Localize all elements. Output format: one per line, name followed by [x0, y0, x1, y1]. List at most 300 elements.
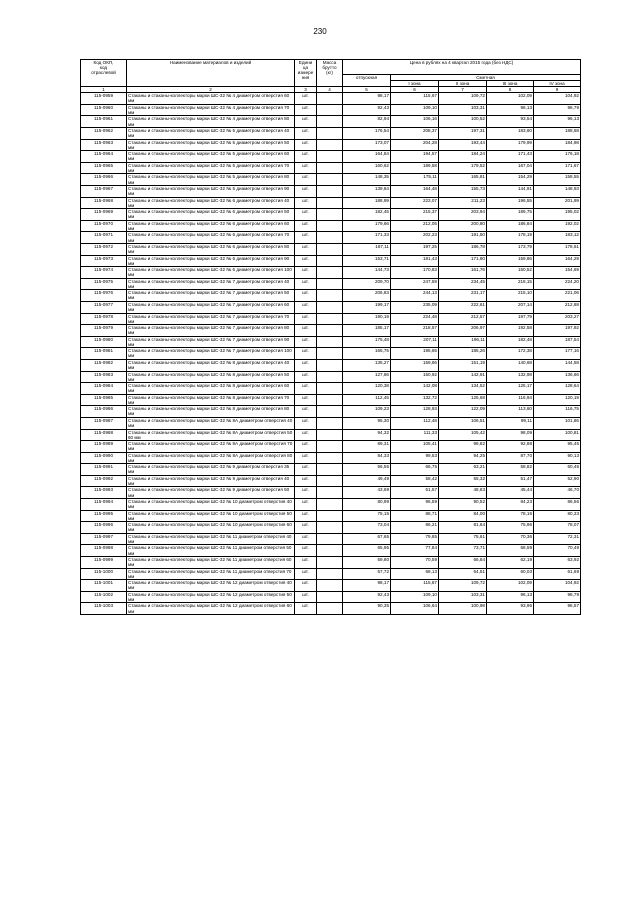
cell-name: Стаканы и стаканы-коллекторы марки ШС-32 № 7 диаметром отверстия 70 мм: [127, 313, 295, 325]
header-unit-line: ца: [302, 65, 309, 71]
cell-price-zone-4: 177,16: [534, 348, 581, 360]
cell-price-release: 94,32: [343, 429, 391, 441]
table-row: [81, 232, 581, 244]
table-row: [81, 557, 581, 569]
header-unit-line: Едини: [298, 60, 313, 65]
cell-price-release: 144,73: [343, 267, 391, 279]
cell-price-zone-2: 185,26: [439, 348, 487, 360]
cell-price-zone-1: 128,93: [391, 406, 439, 418]
cell-mass: [317, 220, 343, 232]
cell-code: 115-0973: [81, 255, 127, 267]
cell-mass: [317, 244, 343, 256]
cell-name: Стаканы и стаканы-коллекторы марки ШС-32 № 4 диаметром отверстия 70 мм: [127, 104, 295, 116]
cell-name: Стаканы и стаканы-коллекторы марки ШС-32 № 11 диаметром отверстия 40 мм: [127, 533, 295, 545]
cell-code: 115-0981: [81, 348, 127, 360]
cell-price-release: 95,30: [343, 417, 391, 429]
cell-unit: шт.: [295, 580, 317, 592]
cell-price-release: 89,31: [343, 441, 391, 453]
cell-name: Стаканы и стаканы-коллекторы марки ШС-32 № 7 диаметром отверстия 60 мм: [127, 301, 295, 313]
cell-code: 115-0964: [81, 151, 127, 163]
column-number: 5: [343, 87, 391, 93]
table-row: [81, 568, 581, 580]
cell-mass: [317, 197, 343, 209]
cell-name: Стаканы и стаканы-коллекторы марки ШС-32 № 9 диаметром отверстия 40 мм: [127, 475, 295, 487]
cell-price-release: 153,71: [343, 255, 391, 267]
table-row: [81, 128, 581, 140]
cell-price-zone-2: 90,52: [439, 499, 487, 511]
cell-name: Стаканы и стаканы-коллекторы марки ШС-32 № 8А диаметром отверстия 70 мм: [127, 441, 295, 453]
cell-price-release: 90,35: [343, 603, 391, 615]
cell-unit: шт.: [295, 487, 317, 499]
cell-mass: [317, 580, 343, 592]
cell-code: 115-0971: [81, 232, 127, 244]
cell-unit: шт.: [295, 359, 317, 371]
cell-price-zone-1: 170,83: [391, 267, 439, 279]
cell-price-zone-3: 173,79: [487, 244, 534, 256]
cell-price-zone-3: 60,03: [487, 568, 534, 580]
cell-mass: [317, 162, 343, 174]
cell-mass: [317, 209, 343, 221]
cell-price-zone-2: 212,57: [439, 313, 487, 325]
cell-price-release: 164,84: [343, 151, 391, 163]
cell-mass: [317, 510, 343, 522]
cell-price-zone-2: 99,82: [439, 441, 487, 453]
cell-price-zone-4: 195,02: [534, 209, 581, 221]
cell-price-zone-2: 109,72: [439, 580, 487, 592]
cell-price-zone-3: 218,15: [487, 278, 534, 290]
cell-price-zone-3: 154,29: [487, 174, 534, 186]
cell-code: 115-0978: [81, 313, 127, 325]
cell-price-zone-2: 48,83: [439, 487, 487, 499]
cell-price-zone-4: 104,92: [534, 580, 581, 592]
table-row: [81, 301, 581, 313]
cell-price-zone-2: 191,50: [439, 232, 487, 244]
cell-price-release: 57,72: [343, 568, 391, 580]
cell-name: Стаканы и стаканы-коллекторы марки ШС-32 № 11 диаметром отверстия 70 мм: [127, 568, 295, 580]
header-code-line: отраслевой: [91, 70, 116, 76]
cell-mass: [317, 452, 343, 464]
table-row: [81, 429, 581, 441]
table-row: [81, 580, 581, 592]
cell-price-zone-4: 101,86: [534, 417, 581, 429]
cell-mass: [317, 417, 343, 429]
cell-price-zone-4: 197,92: [534, 325, 581, 337]
column-number: 4: [317, 87, 343, 93]
cell-price-zone-3: 189,75: [487, 209, 534, 221]
cell-price-release: 190,19: [343, 313, 391, 325]
cell-unit: шт.: [295, 417, 317, 429]
cell-mass: [317, 475, 343, 487]
cell-unit: шт.: [295, 475, 317, 487]
cell-price-zone-4: 96,57: [534, 603, 581, 615]
price-table: [80, 59, 581, 615]
cell-price-zone-3: 167,04: [487, 162, 534, 174]
cell-code: 115-0999: [81, 557, 127, 569]
table-row: [81, 499, 581, 511]
cell-price-zone-3: 98,09: [487, 429, 534, 441]
cell-code: 115-0974: [81, 267, 127, 279]
cell-price-zone-1: 204,28: [391, 139, 439, 151]
cell-unit: шт.: [295, 232, 317, 244]
cell-price-release: 65,95: [343, 545, 391, 557]
cell-unit: шт.: [295, 267, 317, 279]
column-number: 8: [487, 87, 534, 93]
cell-price-zone-4: 70,49: [534, 545, 581, 557]
cell-unit: шт.: [295, 510, 317, 522]
cell-price-zone-4: 178,61: [534, 244, 581, 256]
cell-unit: шт.: [295, 301, 317, 313]
cell-price-release: 135,27: [343, 359, 391, 371]
cell-unit: шт.: [295, 464, 317, 476]
cell-name: Стаканы и стаканы-коллекторы марки ШС-32 № 5 диаметром отверстия 70 мм: [127, 162, 295, 174]
cell-price-zone-1: 215,37: [391, 209, 439, 221]
cell-price-release: 176,54: [343, 128, 391, 140]
cell-price-zone-2: 142,91: [439, 371, 487, 383]
cell-price-release: 182,45: [343, 209, 391, 221]
cell-price-zone-1: 77,84: [391, 545, 439, 557]
cell-unit: шт.: [295, 499, 317, 511]
cell-price-zone-1: 175,11: [391, 174, 439, 186]
cell-name: Стаканы и стаканы-коллекторы марки ШС-32 № 4 диаметром отверстия 60 мм: [127, 93, 295, 105]
cell-mass: [317, 348, 343, 360]
table-row: [81, 464, 581, 476]
cell-unit: шт.: [295, 568, 317, 580]
cell-price-zone-3: 140,68: [487, 359, 534, 371]
cell-name: Стаканы и стаканы-коллекторы марки ШС-32 № 7 диаметром отверстия 100 мм: [127, 348, 295, 360]
cell-unit: шт.: [295, 139, 317, 151]
cell-price-zone-1: 109,10: [391, 591, 439, 603]
cell-mass: [317, 151, 343, 163]
table-body: [81, 93, 581, 615]
header-release: отпускная: [343, 75, 391, 87]
cell-unit: шт.: [295, 394, 317, 406]
cell-price-zone-1: 142,08: [391, 383, 439, 395]
header-unit-line: измере: [297, 70, 314, 76]
cell-name: Стаканы и стаканы-коллекторы марки ШС-32 № 11 диаметром отверстия 60 мм: [127, 557, 295, 569]
cell-price-zone-3: 92,88: [487, 441, 534, 453]
table-row: [81, 255, 581, 267]
header-estimate: Сметная: [391, 75, 581, 81]
cell-price-release: 167,11: [343, 244, 391, 256]
column-number: 3: [295, 87, 317, 93]
cell-price-zone-2: 73,71: [439, 545, 487, 557]
cell-price-zone-2: 81,64: [439, 522, 487, 534]
cell-price-zone-2: 211,23: [439, 197, 487, 209]
cell-unit: шт.: [295, 255, 317, 267]
cell-price-zone-2: 206,97: [439, 325, 487, 337]
cell-mass: [317, 371, 343, 383]
cell-mass: [317, 359, 343, 371]
cell-mass: [317, 255, 343, 267]
cell-name: Стаканы и стаканы-коллекторы марки ШС-32 № 12 диаметром отверстия 60 мм: [127, 603, 295, 615]
cell-mass: [317, 557, 343, 569]
cell-price-zone-4: 128,64: [534, 383, 581, 395]
cell-unit: шт.: [295, 197, 317, 209]
cell-price-zone-2: 197,31: [439, 128, 487, 140]
cell-unit: шт.: [295, 116, 317, 128]
cell-price-zone-1: 106,64: [391, 603, 439, 615]
header-zone-4: IV зона: [534, 81, 581, 87]
cell-price-zone-3: 183,60: [487, 128, 534, 140]
cell-code: 115-0994: [81, 499, 127, 511]
table-row: [81, 244, 581, 256]
table-row: [81, 359, 581, 371]
cell-name: Стаканы и стаканы-коллекторы марки ШС-32 № 10 диаметром отверстия 40 мм: [127, 499, 295, 511]
cell-price-zone-4: 80,33: [534, 510, 581, 522]
cell-price-zone-1: 244,13: [391, 290, 439, 302]
cell-price-zone-4: 46,70: [534, 487, 581, 499]
cell-price-zone-4: 171,67: [534, 162, 581, 174]
cell-price-zone-3: 215,10: [487, 290, 534, 302]
cell-price-release: 206,83: [343, 290, 391, 302]
cell-price-zone-2: 171,80: [439, 255, 487, 267]
cell-name: Стаканы и стаканы-коллекторы марки ШС-32 № 5 диаметром отверстия 50 мм: [127, 139, 295, 151]
cell-name: Стаканы и стаканы-коллекторы марки ШС-32 № 8 диаметром отверстия 40 мм: [127, 359, 295, 371]
cell-code: 115-0991: [81, 464, 127, 476]
cell-name: Стаканы и стаканы-коллекторы марки ШС-32 № 6 диаметром отверстия 50 мм: [127, 209, 295, 221]
cell-unit: шт.: [295, 452, 317, 464]
cell-name: Стаканы и стаканы-коллекторы марки ШС-32 № 5 диаметром отверстия 80 мм: [127, 174, 295, 186]
cell-code: 115-0985: [81, 394, 127, 406]
cell-price-release: 92,43: [343, 104, 391, 116]
cell-price-zone-4: 52,90: [534, 475, 581, 487]
cell-price-zone-3: 75,96: [487, 522, 534, 534]
column-number: 1: [81, 87, 127, 93]
cell-price-zone-3: 93,54: [487, 116, 534, 128]
cell-code: 115-0962: [81, 128, 127, 140]
cell-unit: шт.: [295, 441, 317, 453]
header-mass: [317, 60, 343, 87]
cell-price-release: 82,94: [343, 116, 391, 128]
cell-mass: [317, 499, 343, 511]
cell-price-zone-2: 155,73: [439, 186, 487, 198]
cell-price-zone-3: 78,16: [487, 510, 534, 522]
cell-name: Стаканы и стаканы-коллекторы марки ШС-32 № 12 диаметром отверстия 50 мм: [127, 591, 295, 603]
cell-price-release: 43,69: [343, 487, 391, 499]
cell-price-release: 73,04: [343, 522, 391, 534]
cell-price-zone-3: 96,13: [487, 591, 534, 603]
cell-price-release: 49,49: [343, 475, 391, 487]
header-price-title: Цена в рублях на 4 квартал 2015 года (без НДС): [343, 60, 581, 75]
cell-code: 115-0959: [81, 93, 127, 105]
cell-name: Стаканы и стаканы-коллекторы марки ШС-32 № 7 диаметром отверстия 80 мм: [127, 325, 295, 337]
cell-code: 115-0975: [81, 278, 127, 290]
cell-price-release: 160,62: [343, 162, 391, 174]
cell-price-release: 98,17: [343, 93, 391, 105]
cell-price-zone-1: 112,48: [391, 417, 439, 429]
cell-price-zone-1: 235,09: [391, 301, 439, 313]
cell-price-release: 120,38: [343, 383, 391, 395]
cell-price-zone-2: 161,76: [439, 267, 487, 279]
cell-mass: [317, 394, 343, 406]
cell-unit: шт.: [295, 128, 317, 140]
cell-price-zone-4: 192,02: [534, 220, 581, 232]
cell-unit: шт.: [295, 278, 317, 290]
cell-price-zone-3: 99,11: [487, 417, 534, 429]
cell-name: Стаканы и стаканы-коллекторы марки ШС-32 № 7 диаметром отверстия 50 мм: [127, 290, 295, 302]
cell-price-zone-3: 186,84: [487, 220, 534, 232]
cell-unit: шт.: [295, 336, 317, 348]
table-row: [81, 104, 581, 116]
cell-name: Стаканы и стаканы-коллекторы марки ШС-32 № 8А диаметром отверстия 40 мм: [127, 417, 295, 429]
cell-price-release: 165,75: [343, 348, 391, 360]
cell-name: Стаканы и стаканы-коллекторы марки ШС-32 № 6 диаметром отверстия 60 мм: [127, 220, 295, 232]
cell-price-zone-2: 203,94: [439, 209, 487, 221]
table-row: [81, 371, 581, 383]
column-number: 7: [439, 87, 487, 93]
cell-code: 115-0987: [81, 417, 127, 429]
cell-price-zone-4: 164,29: [534, 255, 581, 267]
cell-price-zone-1: 106,16: [391, 116, 439, 128]
cell-price-zone-2: 179,52: [439, 162, 487, 174]
header-mass-line: Масса: [322, 60, 337, 65]
cell-price-zone-2: 105,42: [439, 429, 487, 441]
cell-price-zone-2: 125,68: [439, 394, 487, 406]
cell-price-zone-3: 102,09: [487, 93, 534, 105]
cell-price-zone-4: 176,18: [534, 151, 581, 163]
cell-price-zone-2: 196,11: [439, 336, 487, 348]
cell-code: 115-1000: [81, 568, 127, 580]
cell-price-zone-2: 200,80: [439, 220, 487, 232]
cell-code: 115-0969: [81, 209, 127, 221]
cell-price-zone-1: 58,42: [391, 475, 439, 487]
table-row: [81, 475, 581, 487]
table-row: [81, 394, 581, 406]
cell-price-zone-3: 102,09: [487, 580, 534, 592]
cell-price-zone-4: 148,93: [534, 186, 581, 198]
table-row: [81, 417, 581, 429]
cell-code: 115-0960: [81, 104, 127, 116]
cell-mass: [317, 568, 343, 580]
cell-price-zone-1: 207,11: [391, 336, 439, 348]
cell-name: Стаканы и стаканы-коллекторы марки ШС-32 № 8А диаметром отверстия 50 60 мм: [127, 429, 295, 441]
page-number: 230: [313, 27, 327, 36]
table-row: [81, 139, 581, 151]
cell-unit: шт.: [295, 383, 317, 395]
column-number: 6: [391, 87, 439, 93]
cell-mass: [317, 441, 343, 453]
cell-price-zone-4: 78,07: [534, 522, 581, 534]
cell-price-zone-2: 100,98: [439, 603, 487, 615]
cell-price-zone-1: 212,05: [391, 220, 439, 232]
cell-price-release: 92,43: [343, 591, 391, 603]
table-row: [81, 290, 581, 302]
cell-price-zone-2: 231,17: [439, 290, 487, 302]
table-row: [81, 545, 581, 557]
cell-price-zone-2: 100,52: [439, 116, 487, 128]
table-row: [81, 174, 581, 186]
cell-price-zone-4: 183,12: [534, 232, 581, 244]
cell-name: Стаканы и стаканы-коллекторы марки ШС-32 № 6 диаметром отверстия 70 мм: [127, 232, 295, 244]
cell-price-zone-4: 154,69: [534, 267, 581, 279]
cell-code: 115-0970: [81, 220, 127, 232]
cell-price-zone-1: 88,71: [391, 510, 439, 522]
cell-code: 115-0982: [81, 359, 127, 371]
cell-price-zone-4: 116,75: [534, 406, 581, 418]
cell-unit: шт.: [295, 151, 317, 163]
cell-price-zone-2: 184,24: [439, 151, 487, 163]
table-row: [81, 313, 581, 325]
header-code-line: Код ОКП,: [93, 60, 114, 65]
cell-name: Стаканы и стаканы-коллекторы марки ШС-32 № 5 диаметром отверстия 60 мм: [127, 151, 295, 163]
cell-unit: шт.: [295, 522, 317, 534]
cell-price-zone-3: 96,13: [487, 104, 534, 116]
cell-price-zone-4: 63,92: [534, 557, 581, 569]
cell-price-zone-3: 68,59: [487, 545, 534, 557]
cell-mass: [317, 93, 343, 105]
header-code-line: код: [99, 65, 108, 71]
cell-mass: [317, 325, 343, 337]
cell-price-release: 199,17: [343, 301, 391, 313]
cell-code: 115-1003: [81, 603, 127, 615]
cell-unit: шт.: [295, 591, 317, 603]
table-row: [81, 151, 581, 163]
header-zone-3: III зона: [487, 81, 534, 87]
cell-price-zone-3: 45,44: [487, 487, 534, 499]
cell-price-zone-3: 179,99: [487, 139, 534, 151]
cell-price-release: 98,17: [343, 580, 391, 592]
cell-name: Стаканы и стаканы-коллекторы марки ШС-32 № 6 диаметром отверстия 90 мм: [127, 255, 295, 267]
cell-price-zone-1: 194,57: [391, 151, 439, 163]
cell-price-zone-1: 109,10: [391, 104, 439, 116]
cell-mass: [317, 232, 343, 244]
cell-name: Стаканы и стаканы-коллекторы марки ШС-32 № 9 диаметром отверстия 35 мм: [127, 464, 295, 476]
cell-price-zone-2: 134,52: [439, 383, 487, 395]
cell-price-zone-1: 79,85: [391, 533, 439, 545]
table-row: [81, 406, 581, 418]
cell-code: 115-0983: [81, 371, 127, 383]
header-unit-line: ния: [301, 75, 310, 81]
cell-price-zone-2: 122,09: [439, 406, 487, 418]
cell-price-zone-3: 144,91: [487, 186, 534, 198]
cell-mass: [317, 603, 343, 615]
cell-unit: шт.: [295, 244, 317, 256]
cell-code: 115-0972: [81, 244, 127, 256]
cell-code: 115-0984: [81, 383, 127, 395]
header-zone-1: I зона: [391, 81, 439, 87]
cell-price-zone-3: 116,94: [487, 394, 534, 406]
cell-price-zone-3: 113,60: [487, 406, 534, 418]
cell-price-zone-4: 201,99: [534, 197, 581, 209]
cell-code: 115-0968: [81, 197, 127, 209]
cell-mass: [317, 186, 343, 198]
cell-price-zone-3: 150,52: [487, 267, 534, 279]
table-row: [81, 603, 581, 615]
cell-price-zone-2: 109,72: [439, 93, 487, 105]
cell-price-zone-4: 86,56: [534, 499, 581, 511]
cell-price-zone-2: 222,61: [439, 301, 487, 313]
cell-unit: шт.: [295, 104, 317, 116]
cell-price-zone-3: 84,23: [487, 499, 534, 511]
cell-price-release: 209,70: [343, 278, 391, 290]
cell-price-zone-4: 90,13: [534, 452, 581, 464]
table-row: [81, 267, 581, 279]
cell-price-release: 75,15: [343, 510, 391, 522]
cell-price-zone-4: 96,13: [534, 116, 581, 128]
cell-price-zone-3: 197,79: [487, 313, 534, 325]
cell-code: 115-0976: [81, 290, 127, 302]
cell-price-zone-3: 51,47: [487, 475, 534, 487]
table-row: [81, 452, 581, 464]
header-code: [81, 60, 127, 87]
cell-name: Стаканы и стаканы-коллекторы марки ШС-32 № 10 диаметром отверстия 50 мм: [127, 510, 295, 522]
table-row: [81, 533, 581, 545]
cell-price-zone-3: 159,86: [487, 255, 534, 267]
cell-code: 115-0988: [81, 429, 127, 441]
cell-price-zone-1: 95,59: [391, 499, 439, 511]
cell-price-zone-1: 223,07: [391, 197, 439, 209]
cell-price-zone-2: 106,51: [439, 417, 487, 429]
